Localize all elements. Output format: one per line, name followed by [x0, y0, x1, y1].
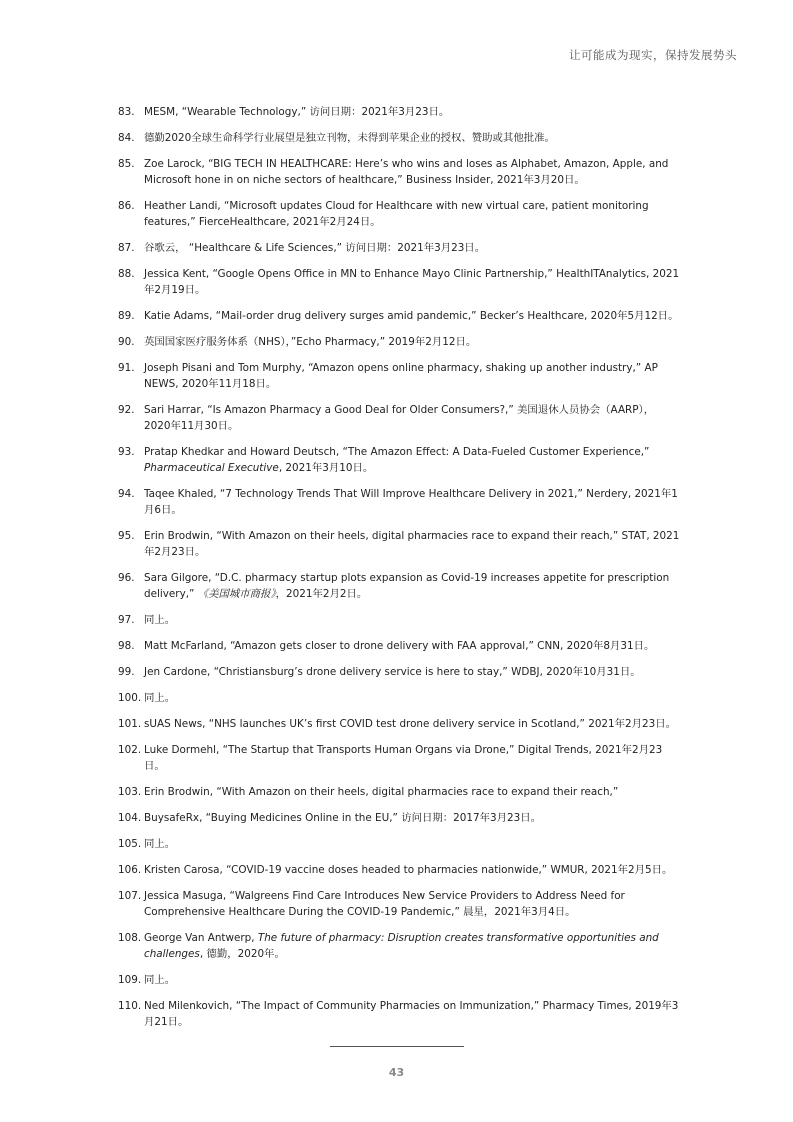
reference-number: 84.	[118, 132, 135, 144]
reference-text	[144, 266, 680, 298]
reference-item	[0, 888, 680, 920]
reference-text-segment: Luke Dormehl, “The Startup that Transports Human Organs via Drone,” Digital Trends, 2021年2月23日。	[144, 744, 663, 772]
reference-text-segment: 谷歌云， “Healthcare & Life Sciences,” 访问日期：2021年3月23日。	[144, 242, 486, 254]
reference-text	[144, 570, 680, 602]
reference-number: 105.	[118, 838, 142, 850]
reference-number: 98.	[118, 640, 135, 652]
reference-text	[144, 334, 680, 350]
reference-item	[0, 716, 680, 732]
reference-text-segment: Sari Harrar, “Is Amazon Pharmacy a Good Deal for Older Consumers?,” 美国退休人员协会（AARP），2020年11月30日。	[144, 404, 655, 432]
reference-text	[144, 444, 680, 476]
reference-item	[0, 612, 680, 628]
reference-item	[0, 198, 680, 230]
reference-text	[144, 998, 680, 1030]
reference-number: 107.	[118, 890, 142, 902]
reference-text-segment: 同上。	[144, 692, 176, 704]
reference-item	[0, 742, 680, 774]
reference-item	[0, 130, 680, 146]
reference-text-segment: Zoe Larock, “BIG TECH IN HEALTHCARE: Here’s who wins and loses as Alphabet, Amazon, Apple, and Microsoft hone in on niche sectors of healthcare,” Business Insider, 2021年3月20日。	[144, 158, 669, 186]
reference-text-segment: , 德勤，2020年。	[199, 948, 285, 960]
reference-text	[144, 308, 680, 324]
reference-item	[0, 240, 680, 256]
reference-text	[144, 402, 680, 434]
reference-text	[144, 930, 680, 962]
reference-item	[0, 972, 680, 988]
reference-text-segment: Pratap Khedkar and Howard Deutsch, “The Amazon Effect: A Data-Fueled Customer Experience,”	[144, 446, 650, 458]
reference-text-segment: 同上。	[144, 838, 176, 850]
reference-item	[0, 862, 680, 878]
reference-number: 83.	[118, 106, 135, 118]
reference-text-segment: , 2021年3月10日。	[278, 462, 374, 474]
reference-number: 95.	[118, 530, 135, 542]
reference-text	[144, 784, 680, 800]
reference-number: 92.	[118, 404, 135, 416]
reference-text	[144, 486, 680, 518]
reference-item	[0, 308, 680, 324]
reference-text-segment: 德勤2020全球生命科学行业展望是独立刊物，未得到苹果企业的授权、赞助或其他批准。	[144, 132, 555, 144]
reference-text	[144, 810, 680, 826]
reference-text-segment: MESM, “Wearable Technology,” 访问日期：2021年3月23日。	[144, 106, 450, 118]
reference-number: 100.	[118, 692, 142, 704]
reference-number: 99.	[118, 666, 135, 678]
reference-item	[0, 486, 680, 518]
reference-text-segment: ，2021年2月2日。	[275, 588, 368, 600]
reference-number: 104.	[118, 812, 142, 824]
reference-number: 106.	[118, 864, 142, 876]
reference-text-segment: 英国国家医疗服务体系（NHS），”Echo Pharmacy,” 2019年2月12日。	[144, 336, 477, 348]
reference-text-segment: 同上。	[144, 614, 176, 626]
reference-text	[144, 240, 680, 256]
reference-text	[144, 198, 680, 230]
reference-number: 88.	[118, 268, 135, 280]
reference-text	[144, 862, 680, 878]
reference-item	[0, 104, 680, 120]
reference-number: 108.	[118, 932, 142, 944]
reference-number: 93.	[118, 446, 135, 458]
reference-item	[0, 930, 680, 962]
reference-item	[0, 570, 680, 602]
reference-text	[144, 716, 680, 732]
reference-title-italic: Pharmaceutical Executive	[144, 462, 279, 474]
reference-text-segment: sUAS News, “NHS launches UK’s first COVID test drone delivery service in Scotland,” 2021年2月23日。	[144, 718, 677, 730]
reference-number: 102.	[118, 744, 142, 756]
reference-text-segment: Heather Landi, “Microsoft updates Cloud for Healthcare with new virtual care, patient monitoring features,” FierceHealthcare, 2021年2月24日。	[144, 200, 649, 228]
reference-title-italic: The future of pharmacy: Disruption creates transformative opportunities and challenges	[144, 932, 659, 960]
reference-item	[0, 998, 680, 1030]
reference-item	[0, 156, 680, 188]
reference-text	[144, 690, 680, 706]
reference-item	[0, 690, 680, 706]
reference-number: 90.	[118, 336, 135, 348]
page-number: 43	[388, 1066, 405, 1079]
reference-number: 89.	[118, 310, 135, 322]
reference-item	[0, 360, 680, 392]
footer-divider	[330, 1046, 464, 1047]
reference-text-segment: George Van Antwerp,	[144, 932, 258, 944]
reference-text	[144, 130, 680, 146]
reference-text	[144, 638, 680, 654]
reference-item	[0, 402, 680, 434]
reference-number: 101.	[118, 718, 142, 730]
reference-text-segment: 同上。	[144, 974, 176, 986]
reference-text	[144, 664, 680, 680]
reference-text-segment: Joseph Pisani and Tom Murphy, “Amazon opens online pharmacy, shaking up another industry,” AP NEWS, 2020年11月18日。	[144, 362, 658, 390]
reference-number: 103.	[118, 786, 142, 798]
reference-number: 96.	[118, 572, 135, 584]
reference-text-segment: Katie Adams, “Mail-order drug delivery surges amid pandemic,” Becker’s Healthcare, 2020年5月12日。	[144, 310, 679, 322]
reference-item	[0, 784, 680, 800]
reference-text-segment: Kristen Carosa, “COVID-19 vaccine doses headed to pharmacies nationwide,” WMUR, 2021年2月5日。	[144, 864, 673, 876]
reference-item	[0, 836, 680, 852]
reference-number: 91.	[118, 362, 135, 374]
reference-title-italic: 《美国城市商报》	[197, 588, 276, 600]
reference-text-segment: Sara Gilgore, “D.C. pharmacy startup plots expansion as Covid-19 increases appetite for prescription delivery,”	[144, 572, 670, 600]
reference-text	[144, 742, 680, 774]
running-header: 让可能成为现实，保持发展势头	[569, 48, 737, 62]
reference-text-segment: Erin Brodwin, “With Amazon on their heels, digital pharmacies race to expand their reach,” STAT, 2021年2月23日。	[144, 530, 680, 558]
reference-text-segment: Taqee Khaled, “7 Technology Trends That Will Improve Healthcare Delivery in 2021,” Nerdery, 2021年1月6日。	[144, 488, 678, 516]
reference-number: 97.	[118, 614, 135, 626]
reference-number: 86.	[118, 200, 135, 212]
reference-item	[0, 444, 680, 476]
reference-list	[0, 104, 793, 1040]
reference-number: 109.	[118, 974, 142, 986]
reference-text	[144, 612, 680, 628]
reference-item	[0, 810, 680, 826]
reference-text	[144, 528, 680, 560]
reference-text-segment: Erin Brodwin, “With Amazon on their heels, digital pharmacies race to expand their reach,”	[144, 786, 619, 798]
reference-text-segment: Ned Milenkovich, “The Impact of Community Pharmacies on Immunization,” Pharmacy Times, 2019年3月21日。	[144, 1000, 679, 1028]
reference-text	[144, 836, 680, 852]
reference-text	[144, 156, 680, 188]
reference-item	[0, 664, 680, 680]
reference-text	[144, 972, 680, 988]
reference-number: 94.	[118, 488, 135, 500]
reference-number: 110.	[118, 1000, 142, 1012]
reference-text	[144, 104, 680, 120]
reference-number: 85.	[118, 158, 135, 170]
reference-item	[0, 266, 680, 298]
reference-text-segment: BuysafeRx, “Buying Medicines Online in the EU,” 访问日期：2017年3月23日。	[144, 812, 541, 824]
reference-text	[144, 360, 680, 392]
reference-text-segment: Jen Cardone, “Christiansburg’s drone delivery service is here to stay,” WDBJ, 2020年10月31日。	[144, 666, 641, 678]
reference-item	[0, 334, 680, 350]
reference-item	[0, 638, 680, 654]
reference-number: 87.	[118, 242, 135, 254]
reference-text-segment: Jessica Kent, “Google Opens Office in MN to Enhance Mayo Clinic Partnership,” HealthITAnalytics, 2021年2月19日。	[144, 268, 680, 296]
reference-text	[144, 888, 680, 920]
reference-item	[0, 528, 680, 560]
reference-text-segment: Jessica Masuga, “Walgreens Find Care Introduces New Service Providers to Address Need for Comprehensive Healthcare During the COVID-19 Pandemic,” 晨星，2021年3月4日。	[144, 890, 625, 918]
reference-text-segment: Matt McFarland, “Amazon gets closer to drone delivery with FAA approval,” CNN, 2020年8月31日。	[144, 640, 655, 652]
